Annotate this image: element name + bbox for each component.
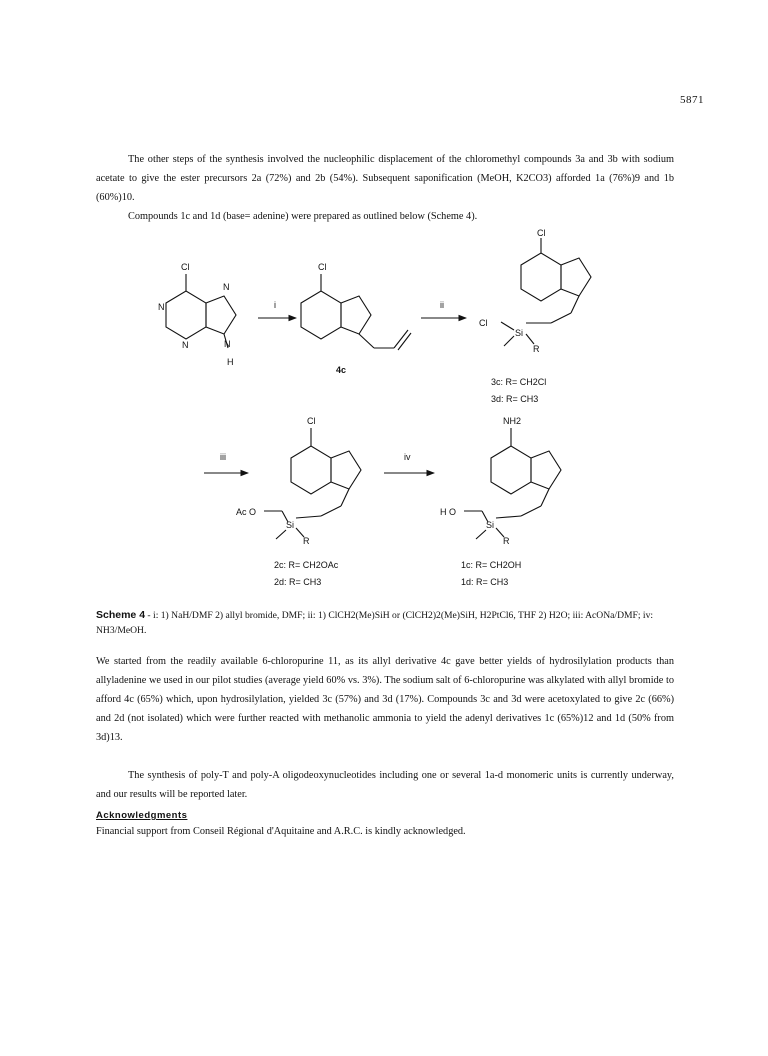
aco-label: Ac O	[236, 507, 257, 517]
scheme-title: Scheme 4	[96, 609, 146, 621]
body-paragraph-2: The synthesis of poly-T and poly-A oligodeoxynucleotides including one or several 1a-d monomeric units is currently underway, and our results will be reported later.	[96, 770, 674, 800]
compound-4c-label: 4c	[336, 365, 347, 375]
cl-label: Cl	[181, 262, 190, 272]
step-ii-label: ii	[440, 300, 444, 310]
cl-label: Cl	[307, 416, 316, 426]
h-label: H	[227, 357, 234, 367]
compound-1d-label: 1d: R= CH3	[461, 577, 509, 587]
step-iv-label: iv	[404, 452, 411, 462]
scheme-caption-text: - i: 1) NaH/DMF 2) allyl bromide, DMF; ii: 1) ClCH2(Me)SiH or (ClCH2)2(Me)SiH, H2PtCl6, THF 2) H2O; iii: AcONa/DMF; iv: NH3/MeOH.	[96, 610, 654, 636]
cl-label: Cl	[318, 262, 327, 272]
compound-3c-label: 3c: R= CH2Cl	[491, 377, 547, 387]
step-iii-label: iii	[220, 452, 226, 462]
compound-2-structure	[264, 428, 361, 539]
cl-label: Cl	[537, 228, 546, 238]
acknowledgments-text: Financial support from Conseil Régional d'Aquitaine and A.R.C. is kindly acknowledged.	[96, 826, 466, 837]
acknowledgments-heading: Acknowledgments	[96, 810, 188, 821]
r-label: R	[303, 536, 310, 546]
r-label: R	[533, 344, 540, 354]
compound-1-structure	[464, 428, 561, 539]
cl-label: Cl	[479, 318, 488, 328]
n-label: N	[158, 302, 165, 312]
n-label: N	[223, 282, 230, 292]
body-paragraph-1: We started from the readily available 6-chloropurine 11, as its allyl derivative 4c gave better yields of hydrosilylation products than allyladenine we used in our pilot studies (average yield 60% vs. 3%). The sodium salt of 6-chloropurine was alkylated with allyl bromide to afford 4c (65%) which, upon hydrosilylation, yielded 3c (57%) and 3d (17%). Compounds 3c and 3d were acetoxylated to give 2c (66%) and 2d (not isolated) which were further reacted with methanolic ammonia to yield the adenyl derivatives 1c (65%)12 and 1d (50% from 3d)13.	[96, 656, 674, 743]
n-label: N	[224, 339, 231, 349]
n-label: N	[182, 340, 189, 350]
ho-label: H O	[440, 507, 457, 517]
si-label: Si	[286, 520, 295, 530]
step-i-label: i	[274, 300, 276, 310]
compound-3d-label: 3d: R= CH3	[491, 394, 539, 404]
r-label: R	[503, 536, 510, 546]
si-label: Si	[486, 520, 495, 530]
compound-4c-structure	[301, 274, 411, 350]
page-number: 5871	[680, 94, 704, 106]
nh2-label: NH2	[503, 416, 522, 426]
compound-2d-label: 2d: R= CH3	[274, 577, 322, 587]
intro-paragraph-1: The other steps of the synthesis involved the nucleophilic displacement of the chloromethyl compounds 3a and 3b with sodium acetate to give the ester precursors 2a (72%) and 2b (54%). Subsequent saponification (MeOH, K2CO3) afforded 1a (76%)9 and 1b (60%)10.	[96, 154, 674, 203]
intro-paragraph-2: Compounds 1c and 1d (base= adenine) were prepared as outlined below (Scheme 4).	[128, 211, 478, 222]
scheme-caption	[96, 608, 676, 638]
compound-2c-label: 2c: R= CH2OAc	[274, 560, 339, 570]
compound-1c-label: 1c: R= CH2OH	[461, 560, 522, 570]
scheme-4-figure	[96, 228, 696, 608]
si-label: Si	[515, 328, 524, 338]
